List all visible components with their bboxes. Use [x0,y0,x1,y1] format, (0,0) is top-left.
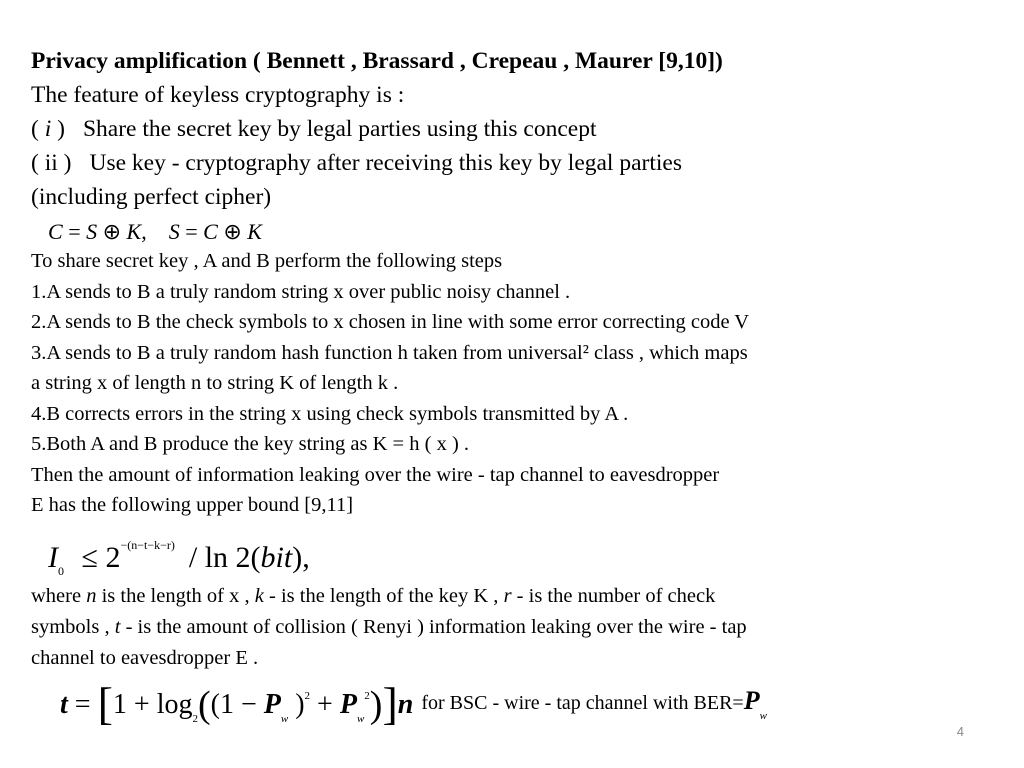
where-line-2 [31,612,747,642]
where-line-3: channel to eavesdropper E . [31,647,259,669]
step-1: 1.A sends to B a truly random string x over public noisy channel . [31,281,571,303]
f2-rest-a: / ln 2( [188,541,261,574]
f3-rbracket: ] [382,678,398,729]
f1-comma: , [141,219,147,244]
item-i-num: i [44,116,52,142]
item-i [31,112,597,146]
f1-S2: S [168,219,180,244]
f3-rparen: ) [369,684,383,726]
f1-oplus2: ⊕ [217,219,248,244]
w2-t: t [114,616,121,638]
f1-C: C [48,219,63,244]
collision-formula [60,672,767,743]
w1-k: k [254,585,264,607]
f2-exponent: −(n−t−k−r) [120,538,175,552]
f3-sq1: 2 [304,690,311,702]
w1-r: r [503,585,512,607]
item-i-open: ( [31,116,45,142]
f3-rp1: ) [288,689,305,720]
item-i-text: Share the secret key by legal parties using this concept [82,116,597,142]
f3-lbracket: [ [97,678,113,729]
step-3-continuation: a string x of length n to string K of length k . [31,372,399,394]
f2-sub0: 0 [58,564,64,578]
step-4: 4.B corrects errors in the string x using check symbols transmitted by A . [31,403,629,425]
f1-S: S [86,219,98,244]
f2-le: ≤ 2 [74,541,121,574]
f1-K2: K [247,219,262,244]
f3-n: n [397,689,414,720]
ber-text: for BSC - wire - tap channel with BER= [421,692,744,714]
intro-line: The feature of keyless cryptography is : [31,82,405,108]
where-line-1 [31,581,715,611]
page-number: 4 [956,724,964,739]
step-2: 2.A sends to B the check symbols to x chosen in line with some error correcting code V [31,311,750,333]
w1-d: - is the number of check [511,585,716,607]
slide-heading [31,44,723,78]
f1-C2: C [203,219,218,244]
leak-text-2: E has the following upper bound [9,11] [31,494,354,516]
steps-intro: To share secret key , A and B perform the following steps [31,250,503,272]
f3-lparen: ( [197,684,211,726]
item-i-close: ) [51,116,65,142]
ber-w: w [759,710,767,722]
f3-w1: w [280,713,289,725]
step-5: 5.Both A and B produce the key string as K = h ( x ) . [31,433,470,455]
f1-K: K [126,219,142,244]
f3-eq: = [67,689,98,720]
cipher-formula [48,217,262,247]
f3-sq2: 2 [364,690,370,702]
w2-a: symbols , [31,616,115,638]
f1-eq2: = [179,219,204,244]
item-ii [31,146,682,180]
f3-w2: w [356,713,365,725]
heading-bold: Privacy amplification [31,48,248,74]
f3-plus: + [310,689,340,720]
w2-b: - is the amount of collision ( Renyi ) information leaking over the wire - tap [120,616,747,638]
f3-P1: P [263,689,281,720]
leak-text-1: Then the amount of information leaking over the wire - tap channel to eavesdropper [31,464,720,486]
w1-c: - is the length of the key K , [263,585,504,607]
ber-P: P [743,686,760,715]
f3-inner: (1 − [210,689,264,720]
f2-rest-b: ), [292,541,310,574]
w1-b: is the length of x , [96,585,255,607]
f2-bit: bit [260,541,293,574]
item-ii-text: Use key - cryptography after receiving this key by legal parties [89,150,682,176]
f3-P2: P [339,689,357,720]
item-ii-continuation: (including perfect cipher) [31,184,272,210]
f3-log-base: 2 [192,713,198,725]
item-ii-num: ( ii ) [31,150,72,176]
f3-one-log: 1 + log [112,689,193,720]
f1-eq: = [62,219,87,244]
f2-I: I [48,541,58,574]
step-3: 3.A sends to B a truly random hash function h taken from universal² class , which maps [31,342,748,364]
w1-n: n [86,585,97,607]
f3-t: t [60,689,68,720]
f1-oplus: ⊕ [97,219,127,244]
w1-a: where [31,585,87,607]
heading-authors: ( Bennett , Brassard , Crepeau , Maurer [9,10]) [252,48,723,74]
